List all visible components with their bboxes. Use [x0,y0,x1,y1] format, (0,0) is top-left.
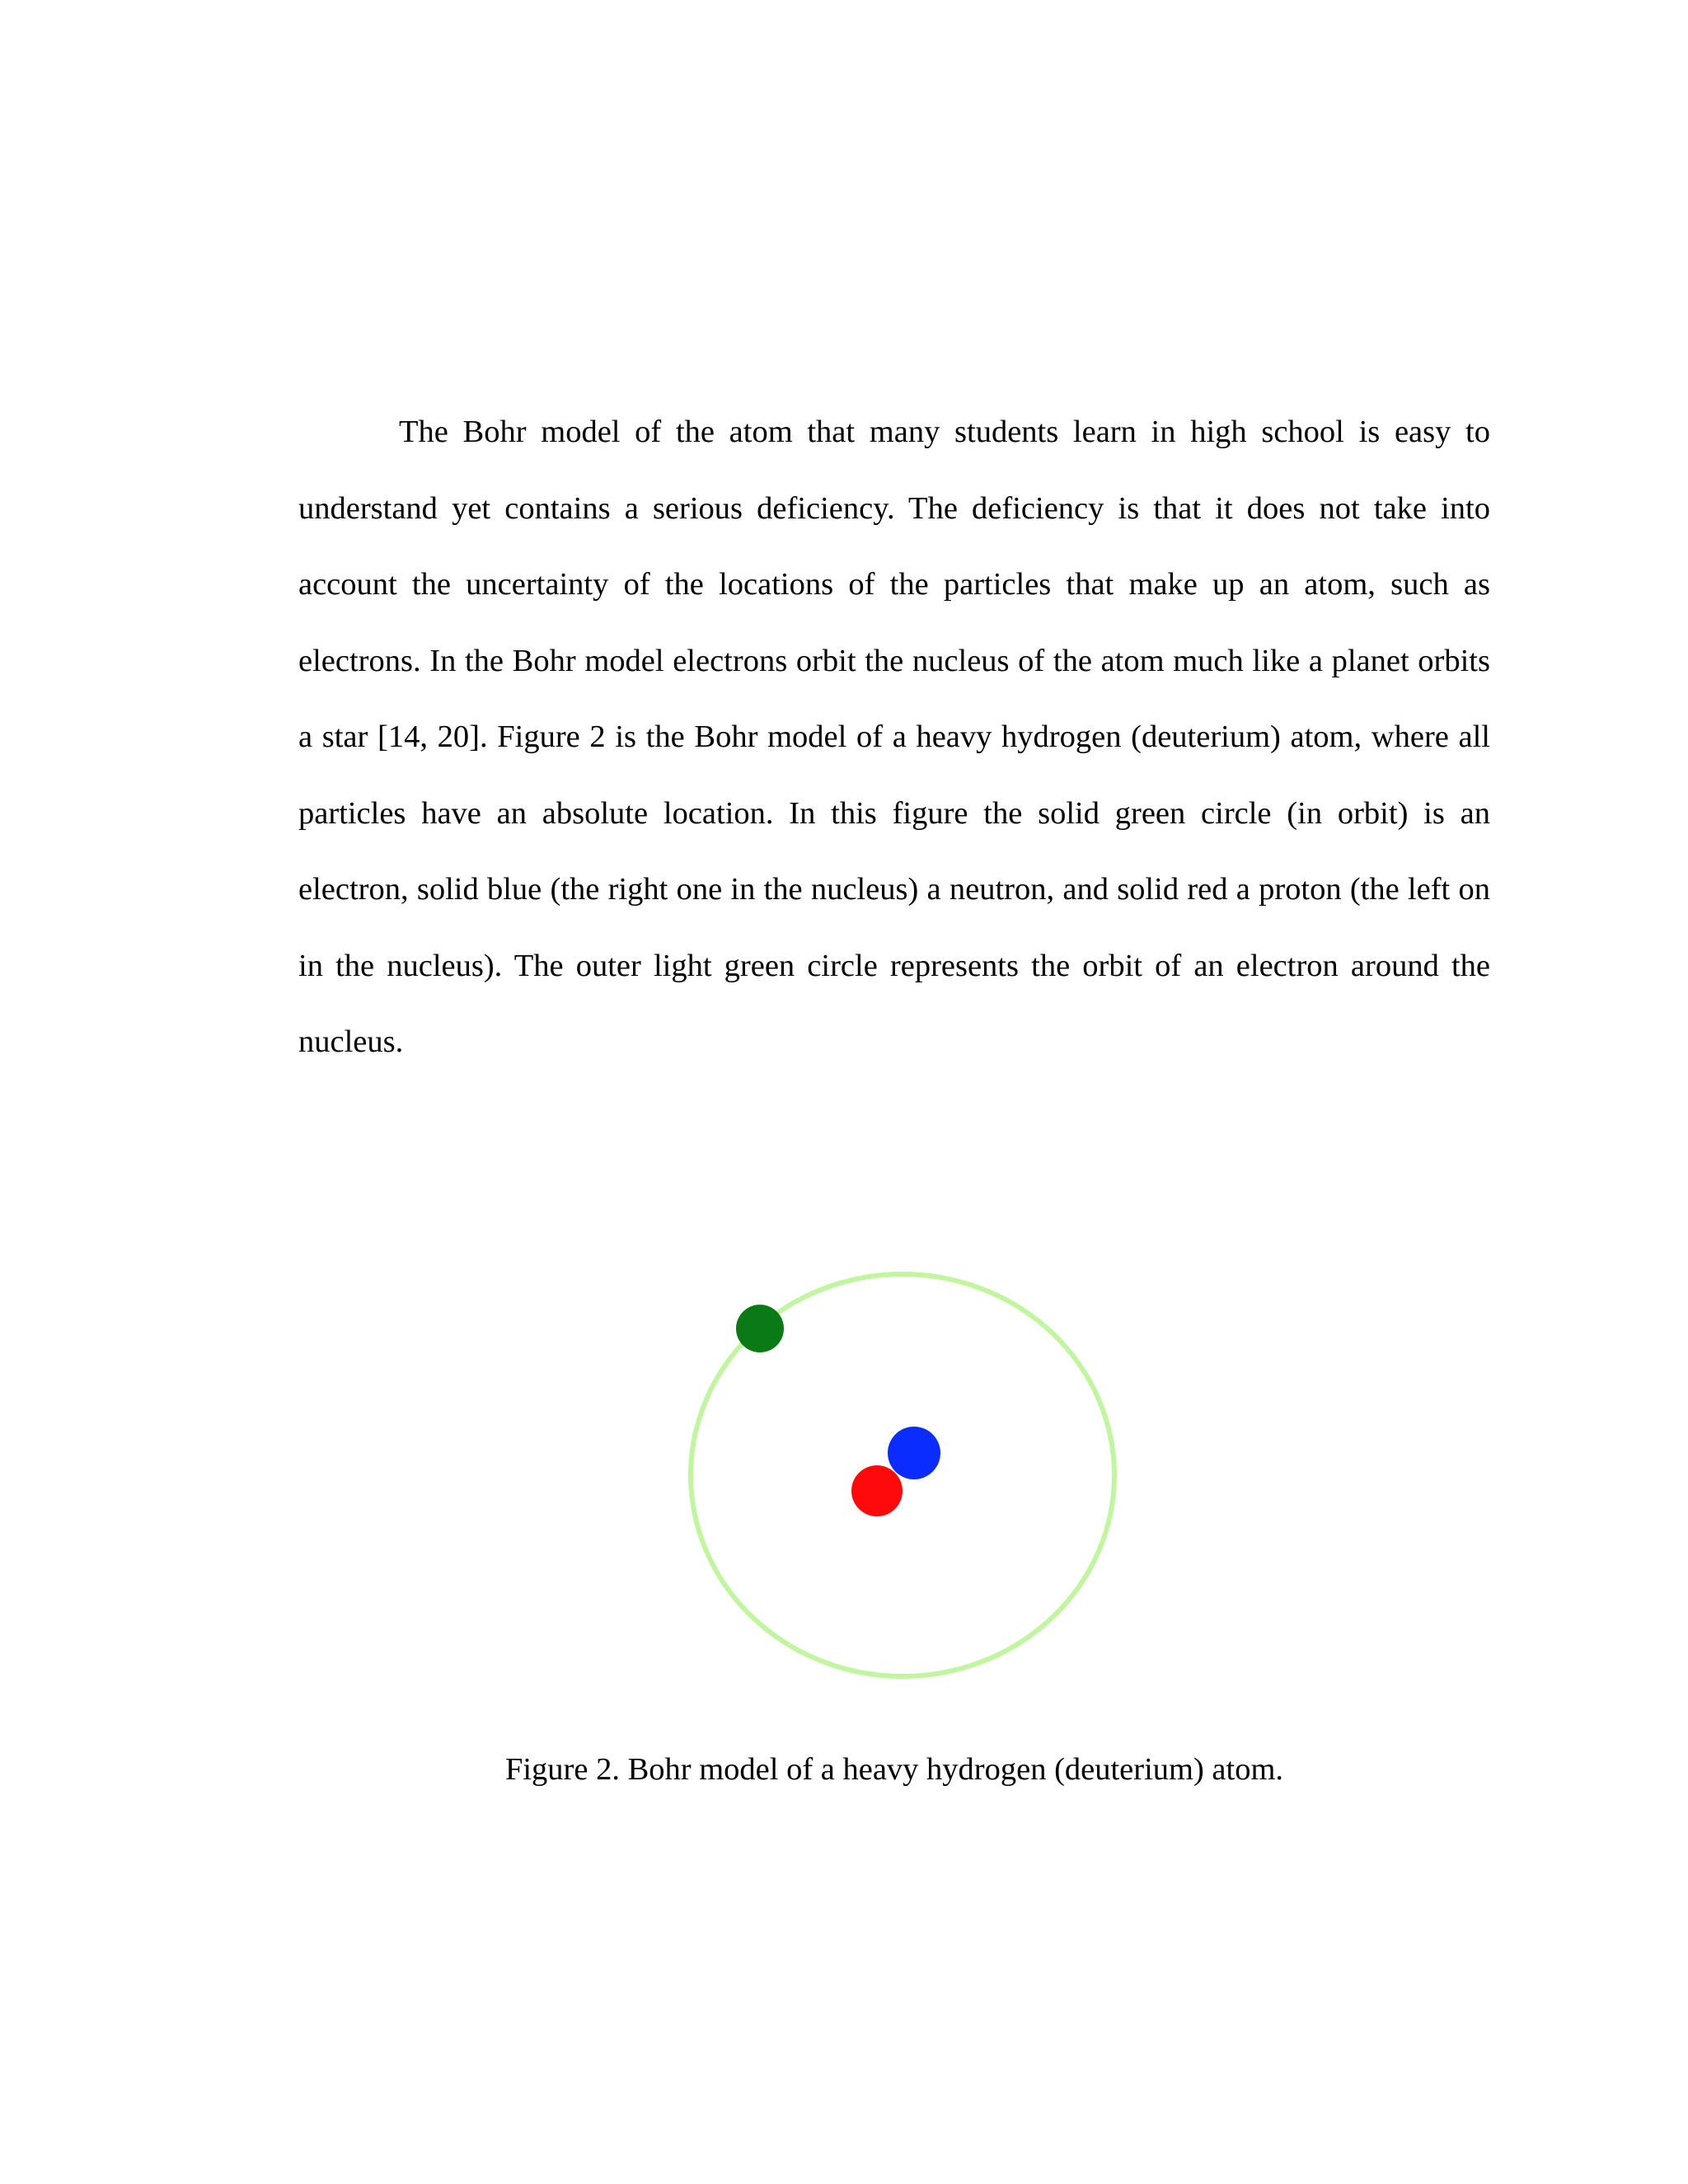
neutron [888,1427,940,1479]
bohr-model-figure [676,1261,1121,1690]
proton [851,1465,903,1516]
body-paragraph: The Bohr model of the atom that many students learn in high school is easy to understand yet contains a serious deficiency. The deficiency is that it does not take into account the uncertainty of the locations of the particles that make up an atom, such as electrons. In the Bohr model electrons orbit the nucleus of the atom much like a planet orbits a star [14, 20]. Figure 2 is the Bohr model of a heavy hydrogen (deuterium) atom, where all particles have an absolute location. In this figure the solid green circle (in orbit) is an electron, solid blue (the right one in the nucleus) a neutron, and solid red a proton (the left on in the nucleus). The outer light green circle represents the orbit of an electron around the nucleus. [298,415,1490,1059]
figure-caption: Figure 2. Bohr model of a heavy hydrogen (deuterium) atom. [504,1752,1284,1787]
electron [736,1305,784,1352]
bohr-model-diagram [676,1261,1121,1690]
